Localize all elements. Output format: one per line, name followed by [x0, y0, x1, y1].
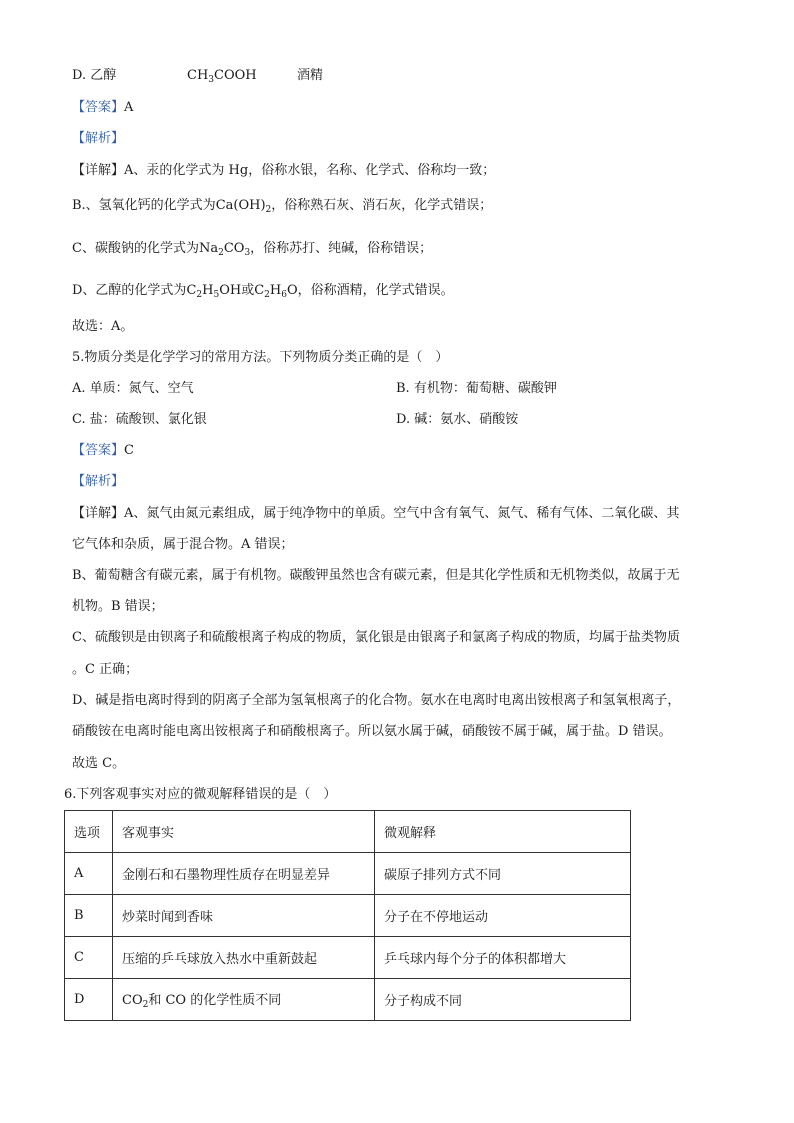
table-header-cell: 微观解释: [375, 811, 631, 853]
table-row: [65, 979, 631, 1021]
table-row: [65, 853, 631, 895]
q5-option-c: C. 盐：硫酸钡、氯化银: [72, 412, 207, 427]
answer-value: A: [124, 100, 134, 115]
q5-detail-c2: 。C 正确；: [72, 662, 139, 677]
q5-detail-b1: B、葡萄糖含有碳元素，属于有机物。碳酸钾虽然也含有碳元素，但是其化学性质和无机物类似，故属于无: [72, 568, 680, 583]
table-header-cell: 客观事实: [113, 811, 375, 853]
table-cell-option: A: [65, 853, 113, 895]
q5-detail-d1: D、碱是指电离时得到的阴离子全部为氢氧根离子的化合物。氨水在电离时电离出铵根离子和氢氧根离子，: [72, 693, 681, 708]
q4-option-d-label: D. 乙醇: [72, 68, 117, 83]
table-header-row: [65, 811, 631, 853]
q4-analysis-tag: 【解析】: [72, 131, 125, 146]
q4-detail-b: B.、氢氧化钙的化学式为$Ca(OH)_2$，俗称熟石灰、消石灰，化学式错误；: [72, 198, 493, 215]
table-cell-fact: 炒菜时闻到香味: [113, 895, 375, 937]
q5-option-b: B. 有机物：葡萄糖、碳酸钾: [396, 381, 557, 396]
q4-detail-d: D、乙醇的化学式为$C_2H_5OH$或$C_2H_6O$，俗称酒精，化学式错误。: [72, 283, 454, 300]
q4-option-d-common-name: 酒精: [297, 68, 324, 83]
detail-tag: 【详解】: [72, 163, 125, 178]
table-cell-option: B: [65, 895, 113, 937]
answer-tag: 【答案】: [72, 100, 125, 115]
q6-stem: 6.下列客观事实对应的微观解释错误的是（ ）: [64, 787, 337, 802]
q4-detail-c: C、碳酸钠的化学式为$Na_2CO_3$，俗称苏打、纯碱，俗称错误；: [72, 241, 433, 258]
q5-stem: 5.物质分类是化学学习的常用方法。下列物质分类正确的是（ ）: [72, 350, 449, 365]
table-cell-fact: 压缩的乒乓球放入热水中重新鼓起: [113, 937, 375, 979]
answer-tag: 【答案】: [72, 443, 125, 458]
table-row: [65, 937, 631, 979]
q4-option-d: [72, 67, 324, 85]
q5-detail-c1: C、硫酸钡是由钡离子和硫酸根离子构成的物质，氯化银是由银离子和氯离子构成的物质，均属于盐类物质: [72, 630, 680, 645]
q5-detail-a2: 它气体和杂质，属于混合物。A 错误；: [72, 537, 294, 552]
table-cell-explanation: 分子构成不同: [375, 979, 631, 1021]
q4-answer: [72, 99, 133, 117]
q4-detail-a: 【详解】A、汞的化学式为 Hg，俗称水银，名称、化学式、俗称均一致；: [72, 163, 496, 178]
q5-option-a: A. 单质：氮气、空气: [72, 381, 194, 396]
q4-option-d-formula: $CH_3COOH$: [187, 68, 257, 85]
table-cell-fact: 金刚石和石墨物理性质存在明显差异: [113, 853, 375, 895]
answer-value: C: [124, 443, 134, 458]
table-cell-option: D: [65, 979, 113, 1021]
q6-table: [64, 810, 631, 1021]
q5-option-d: D. 碱：氨水、硝酸铵: [396, 412, 519, 427]
q4-conclusion: 故选：A。: [72, 319, 134, 334]
table-cell-explanation: 碳原子排列方式不同: [375, 853, 631, 895]
table-header-cell: 选项: [65, 811, 113, 853]
table-cell-explanation: 乒乓球内每个分子的体积都增大: [375, 937, 631, 979]
q5-answer: [72, 442, 134, 460]
q5-detail-b2: 机物。B 错误；: [72, 599, 164, 614]
q5-analysis-tag: 【解析】: [72, 474, 125, 489]
table-cell-option: C: [65, 937, 113, 979]
table-cell-explanation: 分子在不停地运动: [375, 895, 631, 937]
q5-conclusion: 故选 C。: [72, 756, 126, 771]
table-cell-fact: $CO_2$和 CO 的化学性质不同: [113, 979, 375, 1021]
detail-tag: 【详解】: [72, 506, 125, 521]
q5-detail-d2: 硝酸铵在电离时能电离出铵根离子和硝酸根离子。所以氨水属于碱，硝酸铵不属于碱，属于盐。D 错误。: [72, 724, 672, 739]
table-row: [65, 895, 631, 937]
q5-detail-a1: 【详解】A、氮气由氮元素组成，属于纯净物中的单质。空气中含有氧气、氮气、稀有气体、二氧化碳、其: [72, 506, 680, 521]
